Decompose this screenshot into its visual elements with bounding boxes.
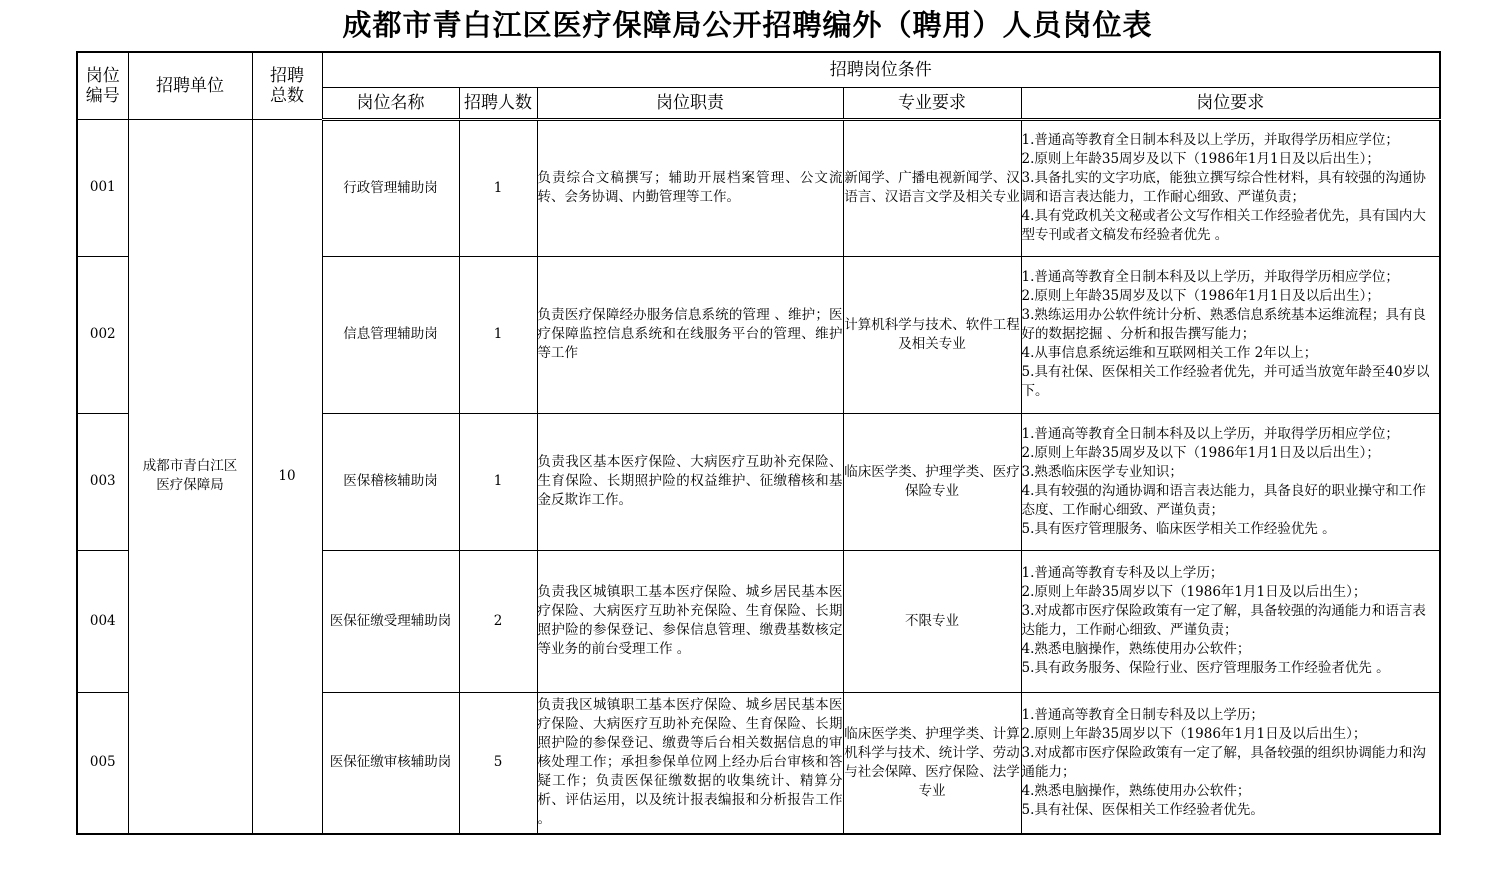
requirement-line: 3.对成都市医疗保险政策有一定了解，具备较强的组织协调能力和沟通能力； [1021,744,1426,780]
total-cell [252,119,322,834]
requirement-line: 3.熟悉临床医学专业知识； [1021,463,1183,480]
post-requirements [1021,256,1440,413]
post-requirements [1021,119,1440,256]
post-duty: 负责我区基本医疗保险、大病医疗互助补充保险、生育保险、长期照护险的权益维护、征缴稽核和基金反欺诈工作。 [537,413,843,550]
post-requirements [1021,692,1440,834]
post-count: 2 [459,550,537,692]
post-name: 医保征缴受理辅助岗 [322,550,459,692]
post-name: 信息管理辅助岗 [322,256,459,413]
post-requirements [1021,550,1440,692]
requirement-line: 4.具有党政机关文秘或者公文写作相关工作经验者优先，具有国内大型专刊或者文稿发布经验者优先 。 [1021,208,1426,243]
requirement-line: 1.普通高等教育全日制本科及以上学历，并取得学历相应学位； [1021,425,1399,442]
requirement-line: 1.普通高等教育全日制本科及以上学历，并取得学历相应学位； [1021,132,1399,148]
post-count: 5 [459,692,537,834]
post-requirements [1021,413,1440,550]
requirement-line: 1.普通高等教育专科及以上学历； [1021,565,1224,581]
requirement-line: 4.从事信息系统运维和互联网相关工作 2年以上； [1021,345,1318,361]
post-name: 行政管理辅助岗 [322,119,459,256]
requirement-line: 2.原则上年龄35周岁以下（1986年1月1日及以后出生）； [1021,725,1367,742]
requirement-line: 2.原则上年龄35周岁及以下（1986年1月1日及以后出生）； [1021,288,1380,304]
post-no: 003 [77,413,128,550]
requirement-line: 4.熟悉电脑操作，熟练使用办公软件； [1021,782,1251,799]
requirement-line: 4.具有较强的沟通协调和语言表达能力，具备良好的职业操守和工作态度、工作耐心细致、严谨负责； [1021,482,1426,518]
header-post-no [77,52,128,119]
post-major: 新闻学、广播电视新闻学、汉语言、汉语言文学及相关专业 [843,119,1021,256]
post-name: 医保征缴审核辅助岗 [322,692,459,834]
table-row [77,119,1440,256]
post-count: 1 [459,256,537,413]
post-name: 医保稽核辅助岗 [322,413,459,550]
requirement-line: 5.具有社保、医保相关工作经验者优先。 [1021,801,1264,818]
requirement-line: 4.熟悉电脑操作，熟练使用办公软件； [1021,641,1251,657]
requirement-line: 3.对成都市医疗保险政策有一定了解，具备较强的沟通能力和语言表达能力，工作耐心细致、严谨负责； [1021,603,1426,638]
unit-name: 成都市青白江区 医疗保障局 [142,458,238,494]
header-major: 专业要求 [843,87,1021,119]
post-no: 002 [77,256,128,413]
post-count: 1 [459,413,537,550]
header-post-no-text: 岗位 编号 [85,65,120,106]
post-duty: 负责综合文稿撰写；辅助开展档案管理、公文流转、会务协调、内勤管理等工作。 [537,119,843,256]
post-no: 005 [77,692,128,834]
requirement-line: 3.具备扎实的文字功底，能独立撰写综合性材料，具有较强的沟通协调和语言表达能力，工作耐心细致、严谨负责； [1021,170,1426,205]
header-unit-text: 招聘单位 [156,75,224,96]
requirement-line: 2.原则上年龄35周岁及以下（1986年1月1日及以后出生）； [1021,444,1380,461]
requirement-line: 5.具有政务服务、保险行业、医疗管理服务工作经验者优先 。 [1021,660,1390,676]
requirement-line: 3.熟练运用办公软件统计分析、熟悉信息系统基本运维流程；具有良好的数据挖掘 、分析和报告撰写能力； [1021,307,1426,342]
positions-table [76,51,1441,835]
requirement-line: 1.普通高等教育全日制本科及以上学历，并取得学历相应学位； [1021,269,1399,285]
post-major: 不限专业 [843,550,1021,692]
header-total [252,52,322,119]
post-count: 1 [459,119,537,256]
post-no: 001 [77,119,128,256]
header-duty: 岗位职责 [537,87,843,119]
requirement-line: 2.原则上年龄35周岁以下（1986年1月1日及以后出生）； [1021,584,1367,600]
post-no: 004 [77,550,128,692]
post-duty: 负责医疗保障经办服务信息系统的管理 、维护；医疗保障监控信息系统和在线服务平台的管理、维护等工作 [537,256,843,413]
post-duty: 负责我区城镇职工基本医疗保险、城乡居民基本医疗保险、大病医疗互助补充保险、生育保险、长期照护险的参保登记、参保信息管理、缴费基数核定等业务的前台受理工作 。 [537,550,843,692]
header-requirements: 岗位要求 [1021,87,1440,119]
header-conditions-text: 招聘岗位条件 [829,59,932,80]
page-title: 成都市青白江区医疗保障局公开招聘编外（聘用）人员岗位表 [342,8,1153,42]
header-total-text: 招聘 总数 [270,65,304,106]
requirement-line: 1.普通高等教育全日制专科及以上学历； [1021,706,1264,723]
total-value: 10 [278,467,296,484]
post-major: 临床医学类、护理学类、医疗保险专业 [843,413,1021,550]
requirement-line: 2.原则上年龄35周岁及以下（1986年1月1日及以后出生）； [1021,151,1380,167]
requirement-line: 5.具有医疗管理服务、临床医学相关工作经验优先 。 [1021,520,1336,537]
header-conditions [322,52,1440,87]
post-major: 临床医学类、护理学类、计算机科学与技术、统计学、劳动与社会保障、医疗保险、法学专业 [843,692,1021,834]
requirement-line: 5.具有社保、医保相关工作经验者优先，并可适当放宽年龄至40岁以下。 [1021,364,1430,399]
header-count: 招聘人数 [459,87,537,119]
header-post-name: 岗位名称 [322,87,459,119]
unit-cell [128,119,252,834]
header-unit [128,52,252,119]
post-major: 计算机科学与技术、软件工程及相关专业 [843,256,1021,413]
post-duty: 负责我区城镇职工基本医疗保险、城乡居民基本医疗保险、大病医疗互助补充保险、生育保险、长期照护险的参保登记、缴费等后台相关数据信息的审核处理工作；承担参保单位网上经办后台审核和答疑工作；负责医保征缴数据的收集统计、精算分析、评估运用，以及统计报表编报和分析报告工作 。 [537,692,843,834]
